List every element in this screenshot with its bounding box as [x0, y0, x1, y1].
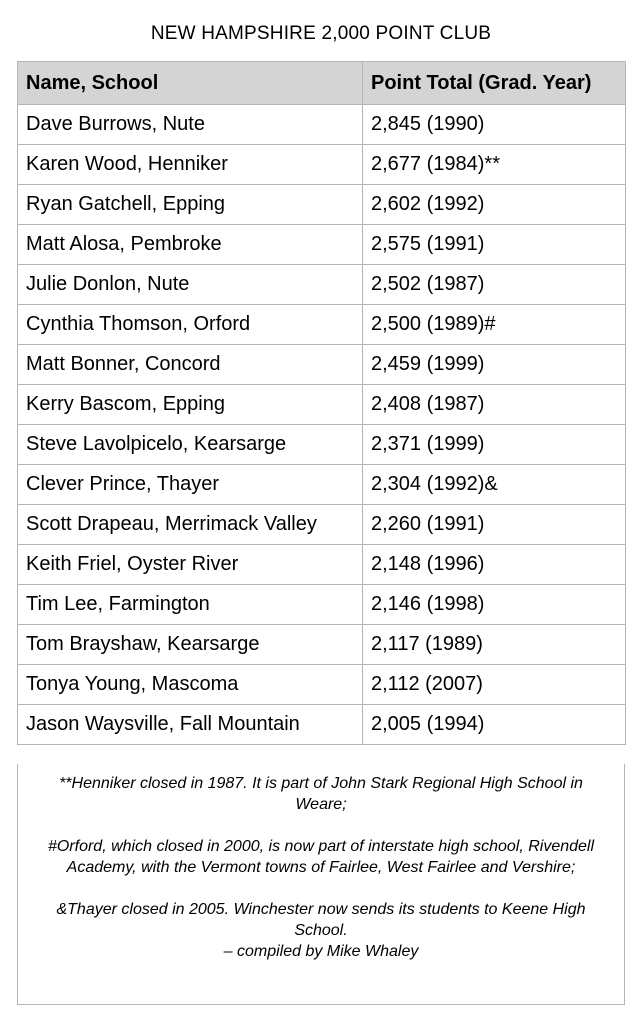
table-row — [18, 225, 626, 265]
point-total: 2,408 (1987) — [363, 385, 626, 425]
table-row — [18, 545, 626, 585]
player-name-school: Tim Lee, Farmington — [18, 585, 363, 625]
page-title: NEW HAMPSHIRE 2,000 POINT CLUB — [150, 23, 492, 44]
footnote-henniker: **Henniker closed in 1987. It is part of John Stark Regional High School in Weare; — [59, 775, 583, 813]
table-row — [18, 265, 626, 305]
point-total: 2,575 (1991) — [363, 225, 626, 265]
table-row — [18, 305, 626, 345]
player-name-school: Ryan Gatchell, Epping — [18, 185, 363, 225]
table-row — [18, 505, 626, 545]
point-total: 2,677 (1984)** — [363, 145, 626, 185]
table-row — [18, 145, 626, 185]
footnote-orford: #Orford, which closed in 2000, is now part of interstate high school, Rivendell Academy, with the Vermont towns of Fairlee, West Fairlee and Vershire; — [47, 838, 595, 876]
footnotes — [17, 764, 625, 1005]
table-row — [18, 185, 626, 225]
table-body — [18, 105, 626, 745]
table-row — [18, 465, 626, 505]
table-row — [18, 665, 626, 705]
table-row — [18, 385, 626, 425]
point-total: 2,260 (1991) — [363, 505, 626, 545]
point-total: 2,304 (1992)& — [363, 465, 626, 505]
point-club-table — [17, 61, 626, 745]
player-name-school: Cynthia Thomson, Orford — [18, 305, 363, 345]
point-total: 2,371 (1999) — [363, 425, 626, 465]
point-total: 2,502 (1987) — [363, 265, 626, 305]
player-name-school: Clever Prince, Thayer — [18, 465, 363, 505]
player-name-school: Karen Wood, Henniker — [18, 145, 363, 185]
point-total: 2,845 (1990) — [363, 105, 626, 145]
player-name-school: Tom Brayshaw, Kearsarge — [18, 625, 363, 665]
point-total: 2,005 (1994) — [363, 705, 626, 745]
point-total: 2,459 (1999) — [363, 345, 626, 385]
column-header-name: Name, School — [18, 62, 363, 105]
table-row — [18, 425, 626, 465]
point-total: 2,112 (2007) — [363, 665, 626, 705]
player-name-school: Matt Alosa, Pembroke — [18, 225, 363, 265]
table-header-row — [18, 62, 626, 105]
point-total: 2,602 (1992) — [363, 185, 626, 225]
table-row — [18, 705, 626, 745]
footnote-thayer: &Thayer closed in 2005. Winchester now sends its students to Keene High School. — [56, 901, 586, 939]
point-total: 2,146 (1998) — [363, 585, 626, 625]
player-name-school: Matt Bonner, Concord — [18, 345, 363, 385]
player-name-school: Jason Waysville, Fall Mountain — [18, 705, 363, 745]
point-total: 2,117 (1989) — [363, 625, 626, 665]
player-name-school: Dave Burrows, Nute — [18, 105, 363, 145]
player-name-school: Tonya Young, Mascoma — [18, 665, 363, 705]
credit-line: – compiled by Mike Whaley — [223, 943, 419, 960]
point-total: 2,148 (1996) — [363, 545, 626, 585]
table-row — [18, 585, 626, 625]
player-name-school: Keith Friel, Oyster River — [18, 545, 363, 585]
table-row — [18, 625, 626, 665]
player-name-school: Kerry Bascom, Epping — [18, 385, 363, 425]
player-name-school: Julie Donlon, Nute — [18, 265, 363, 305]
table-row — [18, 105, 626, 145]
player-name-school: Scott Drapeau, Merrimack Valley — [18, 505, 363, 545]
point-total: 2,500 (1989)# — [363, 305, 626, 345]
column-header-points: Point Total (Grad. Year) — [363, 62, 626, 105]
player-name-school: Steve Lavolpicelo, Kearsarge — [18, 425, 363, 465]
table-row — [18, 345, 626, 385]
